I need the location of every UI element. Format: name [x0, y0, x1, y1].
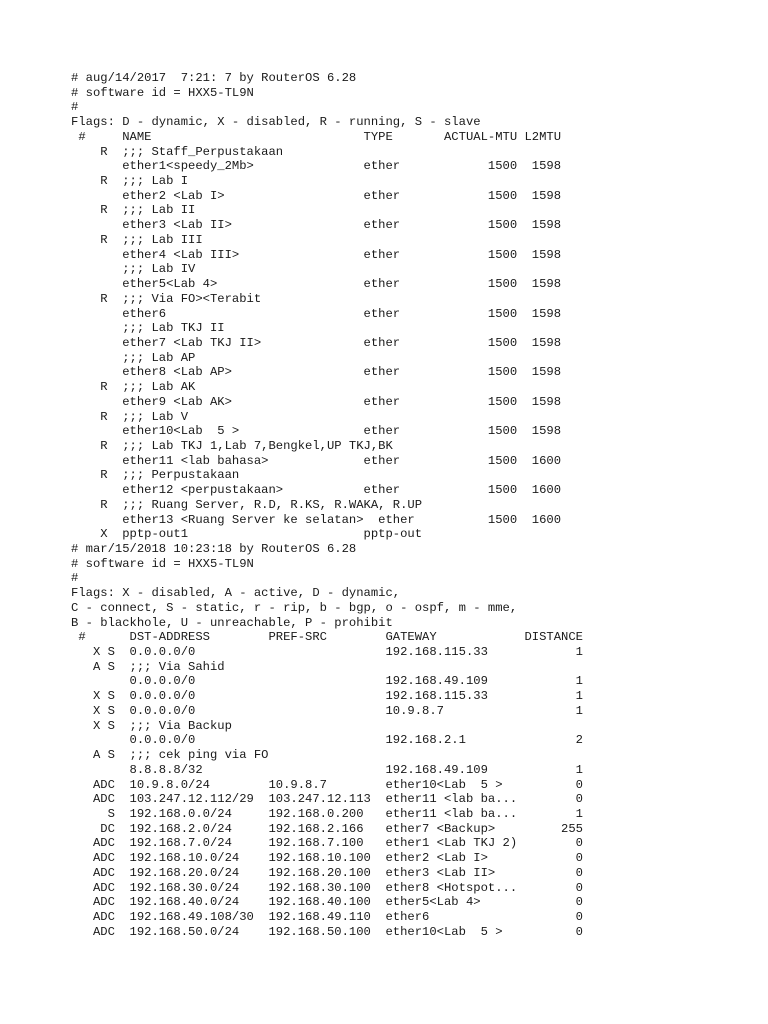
listing-line: ether10<Lab 5 > ether 1500 1598 [71, 424, 562, 439]
listing-line: ADC 10.9.8.0/24 10.9.8.7 ether10<Lab 5 > 0 [71, 777, 583, 792]
listing-line: ether2 <Lab I> ether 1500 1598 [71, 188, 562, 203]
listing-line: ether7 <Lab TKJ II> ether 1500 1598 [71, 335, 562, 350]
listing-line: # software id = HXX5-TL9N [71, 85, 254, 100]
listing-line: ADC 192.168.10.0/24 192.168.10.100 ether2 <Lab I> 0 [71, 851, 583, 866]
listing-line: R ;;; Via FO><Terabit [71, 291, 262, 306]
listing-line: ADC 192.168.20.0/24 192.168.20.100 ether3 <Lab II> 0 [71, 865, 583, 880]
listing-line: Flags: X - disabled, A - active, D - dynamic, [71, 586, 401, 601]
listing-line: # [71, 571, 79, 586]
listing-line: ADC 103.247.12.112/29 103.247.12.113 ether11 <lab ba... 0 [71, 792, 583, 807]
listing-line: ;;; Lab AP [71, 350, 196, 365]
listing-line: R ;;; Perpustakaan [71, 468, 240, 483]
listing-line: B - blackhole, U - unreachable, P - prohibit [71, 615, 393, 630]
listing-line: X pptp-out1 pptp-out [71, 527, 423, 542]
listing-line: A S ;;; cek ping via FO [71, 748, 269, 763]
listing-line: 0.0.0.0/0 192.168.2.1 2 [71, 733, 583, 748]
listing-line: R ;;; Lab TKJ 1,Lab 7,Bengkel,UP TKJ,BK [71, 438, 393, 453]
listing-line: DC 192.168.2.0/24 192.168.2.166 ether7 <Backup> 255 [71, 821, 583, 836]
listing-line: ether11 <lab bahasa> ether 1500 1600 [71, 453, 562, 468]
listing-line: R ;;; Lab III [71, 232, 203, 247]
listing-line: 8.8.8.8/32 192.168.49.109 1 [71, 762, 583, 777]
terminal-listing [71, 71, 761, 939]
listing-line: A S ;;; Via Sahid [71, 659, 225, 674]
listing-line: S 192.168.0.0/24 192.168.0.200 ether11 <lab ba... 1 [71, 806, 583, 821]
listing-line: R ;;; Ruang Server, R.D, R.KS, R.WAKA, R.UP [71, 497, 423, 512]
listing-line: R ;;; Staff_Perpustakaan [71, 144, 284, 159]
listing-line: # DST-ADDRESS PREF-SRC GATEWAY DISTANCE [71, 630, 583, 645]
listing-line: ether4 <Lab III> ether 1500 1598 [71, 247, 562, 262]
listing-line: ether13 <Ruang Server ke selatan> ether 1500 1600 [71, 512, 562, 527]
listing-line: R ;;; Lab II [71, 203, 196, 218]
listing-line: ADC 192.168.30.0/24 192.168.30.100 ether8 <Hotspot... 0 [71, 880, 583, 895]
listing-line: R ;;; Lab I [71, 174, 189, 189]
listing-line: C - connect, S - static, r - rip, b - bgp, o - ospf, m - mme, [71, 600, 518, 615]
listing-line: ether8 <Lab AP> ether 1500 1598 [71, 365, 562, 380]
listing-line: ;;; Lab TKJ II [71, 321, 225, 336]
listing-line: ADC 192.168.49.108/30 192.168.49.110 ether6 0 [71, 909, 583, 924]
listing-line: ether9 <Lab AK> ether 1500 1598 [71, 394, 562, 409]
listing-line: X S 0.0.0.0/0 10.9.8.7 1 [71, 703, 583, 718]
listing-line: ether12 <perpustakaan> ether 1500 1600 [71, 483, 562, 498]
listing-line: ;;; Lab IV [71, 262, 196, 277]
listing-line: ether5<Lab 4> ether 1500 1598 [71, 277, 562, 292]
listing-line: ether3 <Lab II> ether 1500 1598 [71, 218, 562, 233]
listing-line: # mar/15/2018 10:23:18 by RouterOS 6.28 [71, 542, 357, 556]
listing-line: 0.0.0.0/0 192.168.49.109 1 [71, 674, 583, 689]
listing-line: ADC 192.168.40.0/24 192.168.40.100 ether5<Lab 4> 0 [71, 895, 583, 910]
listing-line: ADC 192.168.50.0/24 192.168.50.100 ether10<Lab 5 > 0 [71, 924, 583, 939]
listing-line: Flags: D - dynamic, X - disabled, R - running, S - slave [71, 115, 481, 130]
listing-line: # [71, 100, 79, 115]
listing-line: # software id = HXX5-TL9N [71, 556, 254, 571]
listing-line: ADC 192.168.7.0/24 192.168.7.100 ether1 <Lab TKJ 2) 0 [71, 836, 583, 851]
listing-line: R ;;; Lab V [71, 409, 189, 424]
listing-line: X S 0.0.0.0/0 192.168.115.33 1 [71, 689, 583, 704]
listing-line: # aug/14/2017 7:21: 7 by RouterOS 6.28 [71, 71, 357, 85]
listing-line: # NAME TYPE ACTUAL-MTU L2MTU [71, 129, 562, 144]
listing-line: X S ;;; Via Backup [71, 718, 232, 733]
listing-line: R ;;; Lab AK [71, 380, 196, 395]
listing-line: ether6 ether 1500 1598 [71, 306, 562, 321]
listing-line: ether1<speedy_2Mb> ether 1500 1598 [71, 159, 562, 174]
listing-line: X S 0.0.0.0/0 192.168.115.33 1 [71, 645, 583, 660]
